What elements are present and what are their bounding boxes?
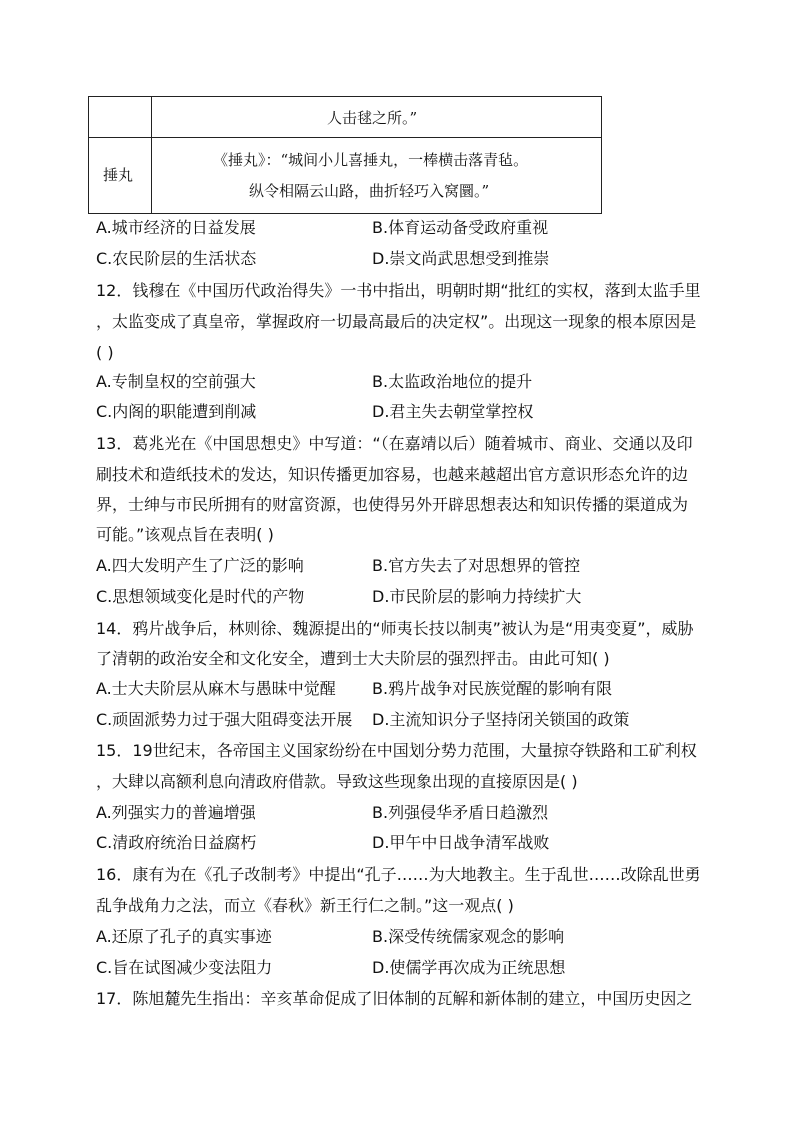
table-row2-line1: 《捶丸》：“城间小儿喜捶丸，一棒横击落青毡。 [213,151,529,169]
q15-option-b: B.列强侵华矛盾日趋激烈 [372,803,549,822]
q16-option-a: A.还原了孔子的真实事迹 [96,927,272,946]
q14-option-d: D.主流知识分子坚持闭关锁国的政策 [372,710,630,729]
q16-option-c: C.旨在试图减少变法阻力 [96,958,273,977]
q13-option-d: D.市民阶层的影响力持续扩大 [372,587,582,606]
q14-stem-line1: 14．鸦片战争后，林则徐、魏源提出的“师夷长技以制夷”被认为是“用夷变夏”，威胁 [96,619,694,638]
q13-stem-line1: 13．葛兆光在《中国思想史》中写道：“（在嘉靖以后）随着城市、商业、交通以及印 [96,434,693,453]
q13-stem-line2: 刷技术和造纸技术的发达，知识传播更加容易，也越来越超出官方意识形态允许的边 [96,465,689,484]
q15-option-c: C.清政府统治日益腐朽 [96,833,257,852]
q12-stem-line2: ，太监变成了真皇帝，掌握政府一切最高最后的决定权”。出现这一现象的根本原因是 [96,312,697,331]
table-row1-content: 人击毬之所。” [327,109,418,127]
q13-option-c: C.思想领域变化是时代的产物 [96,587,305,606]
q14-option-b: B.鸦片战争对民族觉醒的影响有限 [372,679,613,698]
q12-option-b: B.太监政治地位的提升 [372,372,533,391]
source-table [88,96,602,214]
table-row-divider [89,137,601,138]
q13-option-b: B.官方失去了对思想界的管控 [372,556,581,575]
q16-stem-line2: 乱争战角力之法，而立《春秋》新王行仁之制。”这一观点( ) [96,896,514,915]
q12-option-a: A.专制皇权的空前强大 [96,372,256,391]
q13-option-a: A.四大发明产生了广泛的影响 [96,556,304,575]
q13-stem-line3: 界，士绅与市民所拥有的财富资源，也使得另外开辟思想表达和知识传播的渠道成为 [96,495,689,514]
q12-stem-line1: 12．钱穆在《中国历代政治得失》一书中指出，明朝时期“批红的实权，落到太监手里 [96,281,701,300]
q15-stem-line2: ，大肆以高额利息向清政府借款。导致这些现象出现的直接原因是( ) [96,772,578,791]
q14-option-a: A.士大夫阶层从麻木与愚昧中觉醒 [96,679,336,698]
table-row2-line2: 纵令相隔云山路，曲折轻巧入窝圜。” [249,182,490,200]
table-row2-label: 捶丸 [103,166,134,184]
q13-stem-line4: 可能。”该观点旨在表明( ) [96,525,274,544]
q12-stem-line3: ( ) [96,343,114,362]
q12-option-c: C.内阁的职能遭到削减 [96,402,257,421]
q11-option-b: B.体育运动备受政府重视 [372,218,549,237]
q15-option-a: A.列强实力的普遍增强 [96,803,256,822]
q11-option-a: A.城市经济的日益发展 [96,218,256,237]
table-column-divider [151,97,152,213]
q14-stem-line2: 了清朝的政治安全和文化安全，遭到士大夫阶层的强烈抨击。由此可知( ) [96,649,610,668]
q14-option-c: C.顽固派势力过于强大阻碍变法开展 [96,710,353,729]
q16-option-d: D.使儒学再次成为正统思想 [372,958,566,977]
q17-stem-line1: 17．陈旭麓先生指出：辛亥革命促成了旧体制的瓦解和新体制的建立，中国历史因之 [96,989,693,1008]
q11-option-d: D.崇文尚武思想受到推崇 [372,249,550,268]
q15-stem-line1: 15．19世纪末，各帝国主义国家纷纷在中国划分势力范围，大量掠夺铁路和工矿利权 [96,741,697,760]
q12-option-d: D.君主失去朝堂掌控权 [372,402,534,421]
q16-option-b: B.深受传统儒家观念的影响 [372,927,565,946]
q11-option-c: C.农民阶层的生活状态 [96,249,257,268]
q15-option-d: D.甲午中日战争清军战败 [372,833,550,852]
q16-stem-line1: 16．康有为在《孔子改制考》中提出“孔子……为大地教主。生于乱世……改除乱世勇 [96,865,701,884]
